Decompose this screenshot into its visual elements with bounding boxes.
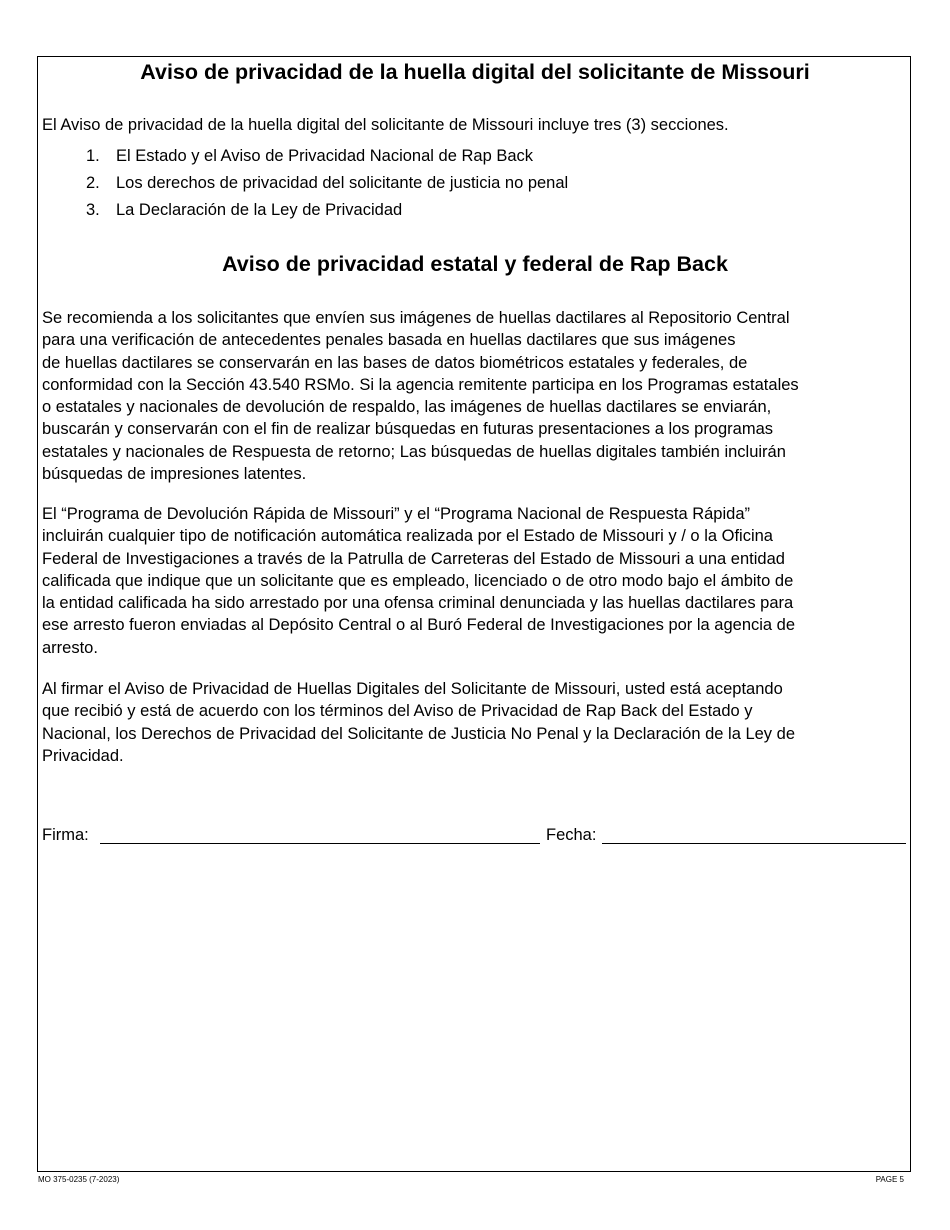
paragraph-line: Federal de Investigaciones a través de la Patrulla de Carreteras del Estado de Missouri a una entidad bbox=[42, 549, 785, 568]
paragraph-line: de huellas dactilares se conservarán en las bases de datos biométricos estatales y federales, de bbox=[42, 353, 748, 372]
paragraph-line: Nacional, los Derechos de Privacidad del Solicitante de Justicia No Penal y la Declaración de la Ley de bbox=[42, 724, 795, 743]
list-item-text: El Estado y el Aviso de Privacidad Nacional de Rap Back bbox=[116, 147, 534, 165]
document-frame bbox=[37, 56, 911, 1172]
section-title: Aviso de privacidad estatal y federal de Rap Back bbox=[222, 252, 728, 276]
signature-row bbox=[42, 824, 908, 848]
form-id: MO 375-0235 (7-2023) bbox=[38, 1175, 120, 1184]
list-item-text: Los derechos de privacidad del solicitante de justicia no penal bbox=[116, 174, 569, 192]
paragraph-line: búsquedas de impresiones latentes. bbox=[42, 465, 307, 484]
paragraph-rap-back-notice bbox=[42, 307, 908, 485]
list-item bbox=[86, 170, 568, 197]
paragraph-programs bbox=[42, 503, 908, 659]
paragraph-line: Al firmar el Aviso de Privacidad de Huellas Digitales del Solicitante de Missouri, usted está aceptando bbox=[42, 680, 783, 698]
page-number: PAGE 5 bbox=[875, 1175, 904, 1184]
paragraph-line: arresto. bbox=[42, 638, 98, 657]
paragraph-line: la entidad calificada ha sido arrestado por una ofensa criminal denunciada y las huellas dactilares para bbox=[42, 594, 794, 613]
paragraph-line: ese arresto fueron enviadas al Depósito Central o al Buró Federal de Investigaciones por la agencia de bbox=[42, 616, 796, 635]
list-item bbox=[86, 197, 568, 224]
intro-text: El Aviso de privacidad de la huella digital del solicitante de Missouri incluye tres (3) secciones. bbox=[42, 116, 729, 134]
sections-list bbox=[86, 143, 568, 224]
date-field[interactable] bbox=[602, 843, 906, 844]
list-item-number: 1. bbox=[86, 147, 100, 165]
list-item-number: 2. bbox=[86, 174, 100, 192]
paragraph-line: conformidad con la Sección 43.540 RSMo. Si la agencia remitente participa en los Programas estatales bbox=[42, 375, 799, 394]
date-label: Fecha: bbox=[546, 826, 597, 844]
list-item-text: La Declaración de la Ley de Privacidad bbox=[116, 201, 403, 219]
paragraph-line: El “Programa de Devolución Rápida de Missouri” y el “Programa Nacional de Respuesta Rápida” bbox=[42, 505, 751, 523]
signature-field[interactable] bbox=[100, 843, 540, 844]
list-item bbox=[86, 143, 568, 170]
paragraph-line: incluirán cualquier tipo de notificación automática realizada por el Estado de Missouri y / o la Oficina bbox=[42, 527, 773, 546]
paragraph-signature-consent bbox=[42, 678, 908, 767]
list-item-number: 3. bbox=[86, 201, 100, 219]
signature-label: Firma: bbox=[42, 826, 89, 844]
paragraph-line: para una verificación de antecedentes penales basada en huellas dactilares que sus imágenes bbox=[42, 331, 736, 350]
document-title: Aviso de privacidad de la huella digital del solicitante de Missouri bbox=[140, 60, 810, 84]
paragraph-line: Se recomienda a los solicitantes que envíen sus imágenes de huellas dactilares al Repositorio Central bbox=[42, 309, 790, 327]
paragraph-line: buscarán y conservarán con el fin de realizar búsquedas en futuras presentaciones a los programas bbox=[42, 420, 774, 439]
paragraph-line: que recibió y está de acuerdo con los términos del Aviso de Privacidad de Rap Back del Estado y bbox=[42, 702, 753, 721]
paragraph-line: Privacidad. bbox=[42, 746, 124, 765]
paragraph-line: estatales y nacionales de Respuesta de retorno; Las búsquedas de huellas digitales también incluirán bbox=[42, 442, 786, 461]
paragraph-line: o estatales y nacionales de devolución de respaldo, las imágenes de huellas dactilares se enviarán, bbox=[42, 398, 772, 417]
paragraph-line: calificada que indique que un solicitante que es empleado, licenciado o de otro modo bajo el ámbito de bbox=[42, 571, 794, 590]
